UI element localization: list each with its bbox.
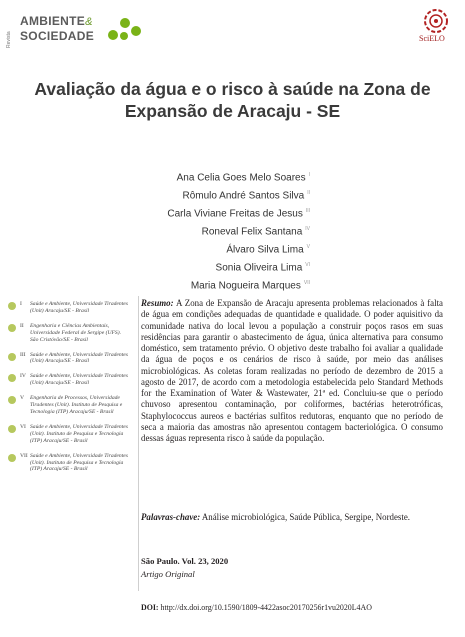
citation: São Paulo. Vol. 23, 2020 — [141, 556, 229, 566]
abstract-text: A Zona de Expansão de Aracaju apresenta problemas relacionados à falta de água em condições adequadas de quantidade e qualidade. O poder aquisitivo da comunidade nativa do local levou a população a construir poços rasos em suas residências para garantir o abastecimento de água, única alternativa para consumo doméstico, sem tratamento prévio. O objetivo deste trabalho foi avaliar a qualidade da água de poços e os cenários de risco à saúde, por meio das análises microbiológicas. As coletas foram realizadas no período de dezembro de 2015 a agosto de 2017, de acordo com a metodologia estabelecida pelo Standard Methods for the Examination of Water & Wastewater, 21ª ed. Concluiu-se que o período chuvoso apresentou contaminação, por coliformes, bactérias heterotróficas, Staphylococcus aureos e bactérias sulfitos redutoras, enquanto que no período de seca a maioria das amostras não apresentou contagem bacteriológica. O consumo dessas águas representa risco à saúde da população. — [141, 298, 443, 443]
bullet-icon — [8, 324, 16, 332]
abstract-label: Resumo: — [141, 298, 174, 308]
bullet-icon — [8, 396, 16, 404]
scielo-swirl-icon — [423, 8, 449, 34]
affiliation-item: VII Saúde e Ambiente, Universidade Tiradentes (Unit). Instituto de Pesquisa e Tecnologia (ITP) Aracaju/SE - Brasil — [20, 453, 130, 474]
keywords-text: Análise microbiológica, Saúde Pública, Sergipe, Nordeste. — [201, 512, 410, 522]
bullet-icon — [8, 425, 16, 433]
article-type: Artigo Original — [141, 569, 195, 579]
affiliation-list — [20, 301, 130, 481]
scielo-logo-text: SciELO — [419, 34, 445, 43]
affiliation-item: II Engenharia e Ciências Ambientais, Universidade Federal de Sergipe (UFS). São Cristóvão/SE - Brasil — [20, 323, 130, 344]
author: Sonia Oliveira Lima $^{VI}$ — [215, 261, 310, 273]
author: Carla Viviane Freitas de Jesus $^{III}$ — [167, 207, 310, 220]
journal-logo-dots-icon — [108, 16, 142, 44]
author-list — [110, 168, 310, 293]
affiliation-item: VI Saúde e Ambiente, Universidade Tiradentes (Unit). Instituto de Pesquisa e Tecnologia (ITP) Aracaju/SE - Brasil — [20, 424, 130, 445]
author: Álvaro Silva Lima $^V$ — [226, 243, 310, 256]
journal-logo-amp: & — [85, 16, 93, 28]
scielo-logo — [419, 8, 453, 48]
bullet-icon — [8, 353, 16, 361]
abstract — [141, 298, 443, 444]
article-title: Avaliação da água e o risco à saúde na Zona de Expansão de Aracaju - SE — [34, 79, 431, 121]
author: Roneval Felix Santana $^{IV}$ — [201, 225, 310, 238]
affiliation-item: IV Saúde e Ambiente, Universidade Tiradentes (Unit) Aracaju/SE - Brasil — [20, 373, 130, 387]
doi-link[interactable]: http://dx.doi.org/10.1590/1809-4422asoc20170256r1vu2020L4AO — [160, 603, 372, 612]
journal-logo-line1: AMBIENTE& — [20, 14, 93, 28]
keywords-label: Palavras-chave: — [141, 512, 201, 522]
affiliation-item: I Saúde e Ambiente, Universidade Tiradentes (Unit) Aracaju/SE - Brasil — [20, 301, 130, 315]
journal-logo-revista: Revista — [6, 31, 12, 48]
bullet-icon — [8, 302, 16, 310]
doi-label: DOI: — [141, 603, 159, 612]
author: Ana Celia Goes Melo Soares $^I$ — [176, 172, 310, 184]
author: Maria Nogueira Marques $^{VII}$ — [190, 279, 310, 291]
bullet-icon — [8, 374, 16, 382]
keywords — [141, 512, 443, 523]
column-divider — [138, 296, 139, 591]
journal-logo — [4, 6, 144, 50]
journal-logo-line2: SOCIEDADE — [20, 29, 95, 43]
author: Rômulo André Santos Silva $^{II}$ — [182, 189, 310, 202]
affiliation-item: V Engenharia de Processos, Universidade Tiradentes (Unit). Instituto de Pesquisa e Tecnologia (ITP) Aracaju/SE - Brasil — [20, 395, 130, 416]
affiliation-item: III Saúde e Ambiente, Universidade Tiradentes (Unit) Aracaju/SE - Brasil — [20, 352, 130, 366]
bullet-icon — [8, 454, 16, 462]
doi — [141, 603, 372, 612]
